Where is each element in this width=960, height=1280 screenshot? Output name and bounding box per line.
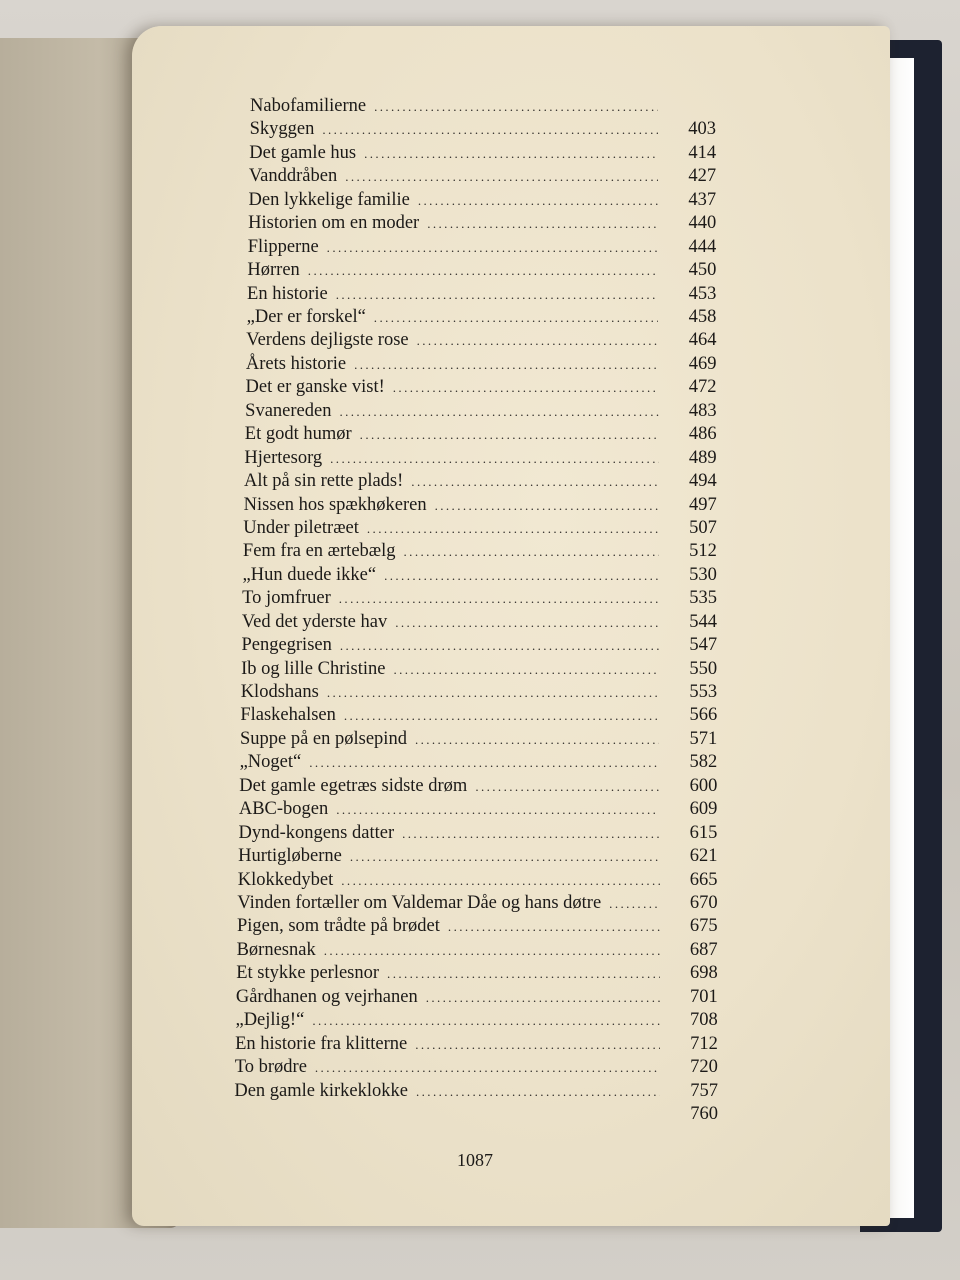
toc-entry [244,448,716,471]
toc-entry [244,471,717,494]
toc-entry-page: 507 [689,517,717,538]
dot-leader [339,404,658,420]
toc-entry-title: Klokkedybet [237,869,334,890]
toc-entry-page: 708 [690,1010,718,1031]
toc-entry-title: Hørren [247,260,300,281]
toc-entry-title: Suppe på en pølsepind [239,728,407,749]
toc-entry [239,799,718,822]
toc-entry [235,1057,718,1080]
dot-leader [327,685,659,701]
toc-entry [237,893,717,916]
toc-entry-page: 675 [689,916,718,937]
toc-entry-page: 615 [689,822,718,843]
toc-entry [240,705,717,728]
toc-entry [239,776,717,799]
toc-entry-page: 530 [689,564,717,585]
toc-entry-title: Flipperne [247,236,319,257]
dot-leader [327,240,659,256]
toc-entry-title: Den gamle kirkeklokke [234,1080,408,1101]
toc-entry-title: Pigen, som trådte på brødet [236,916,440,937]
toc-entry-page: 687 [689,939,718,960]
dot-leader [418,193,658,209]
toc-entry [238,846,717,869]
toc-entry-page: 600 [689,775,718,796]
toc-entry-page: 712 [690,1033,718,1054]
toc-entry-title: En historie [247,283,328,304]
dot-leader [344,708,659,724]
dot-leader [341,873,659,889]
toc-entry-title: Klodshans [240,682,319,703]
dot-leader [393,380,659,396]
toc-entry [249,190,717,213]
toc-entry-page: 566 [689,705,718,726]
toc-entry-page: 494 [688,471,717,492]
toc-entry-page: 757 [690,1080,718,1101]
book-page [132,26,890,1226]
toc-entry-title: Et godt humør [244,424,352,445]
dot-leader [315,1060,660,1076]
toc-entry [241,635,717,658]
dot-leader [415,732,659,748]
toc-entry-title: Fem fra en ærtebælg [242,541,396,562]
dot-leader [354,357,658,373]
toc-entry [241,682,717,705]
toc-entry-page: 414 [688,142,717,163]
toc-entry [246,377,717,400]
toc-entry-page: 450 [688,260,717,281]
toc-entry-page: 440 [688,213,717,234]
toc-entry-title: Ib og lille Christine [241,658,386,679]
dot-leader [367,521,659,537]
dot-leader [330,451,659,467]
toc-entry-title: „Hun duede ikke“ [242,564,377,585]
toc-entry-title: Det gamle egetræs sidste drøm [239,775,468,796]
toc-entry-page: 571 [689,728,718,749]
toc-entry-page: 720 [690,1057,718,1078]
dot-leader [395,615,659,631]
toc-entry-page: 512 [689,541,717,562]
toc-entry [238,823,717,846]
toc-entry [247,307,717,330]
toc-entry-title: Historien om en moder [248,213,420,234]
toc-entry [241,659,717,682]
toc-entry-title: Gårdhanen og vejrhanen [235,986,418,1007]
dot-leader [324,943,660,959]
toc-entry-title: To jomfruer [242,588,331,609]
toc-entry-title: Skyggen [249,119,315,140]
toc-entry-page: 582 [689,752,718,773]
toc-entry-title: Svanereden [245,400,332,421]
toc-entry [236,987,718,1010]
toc-entry-title: Det er ganske vist! [245,377,385,398]
toc-entry-page: 760 [690,1104,718,1124]
toc-entry-title: Årets historie [245,353,347,374]
toc-entry-page: 544 [689,611,718,632]
dot-leader [309,755,659,771]
toc-entry [246,330,716,353]
toc-entry [245,424,717,447]
toc-entry-title: Vanddråben [248,166,338,187]
dot-leader [374,99,658,115]
toc-entry-title: ABC-bogen [238,799,329,820]
toc-entry-title: Ved det yderste hav [241,611,388,632]
dot-leader [308,263,659,279]
toc-entry [245,401,716,424]
toc-entry-title: Hurtigløberne [238,846,342,867]
toc-entry [234,1104,718,1127]
dot-leader [336,802,659,818]
dot-leader [417,333,659,349]
toc-entry-page: 550 [689,658,718,679]
toc-entry-title: „Dejlig!“ [235,1010,305,1031]
toc-entry [247,260,716,283]
dot-leader [448,919,660,935]
dot-leader [415,1037,660,1053]
toc-entry-page: 489 [688,447,717,468]
toc-entry [246,354,717,377]
dot-leader [426,990,660,1006]
toc-entry [242,588,717,611]
dot-leader [339,591,659,607]
toc-entry-page: 698 [689,963,718,984]
toc-entry-page: 701 [690,986,718,1007]
toc-entry-title: To brødre [234,1057,307,1078]
toc-entry-title: Hjertesorg [244,447,323,468]
toc-entry [238,870,718,893]
dot-leader [322,122,658,138]
toc-entry-page: 553 [689,682,718,703]
dot-leader [402,826,659,842]
toc-entry-title: Nissen hos spækhøkeren [243,494,427,515]
dot-leader [393,662,659,678]
dot-leader [345,169,658,185]
toc-entry [248,237,717,260]
dot-leader [387,966,660,982]
dot-leader [374,310,659,326]
dot-leader [404,544,659,560]
toc-entry [249,166,716,189]
toc-entry [244,495,717,518]
toc-entry-title: En historie fra klitterne [235,1033,408,1054]
toc-entry-title: Under piletræet [243,517,359,538]
dot-leader [350,849,660,865]
toc-entry-page: 547 [689,635,718,656]
toc-entry-page: 472 [688,377,717,398]
dot-leader [340,638,659,654]
toc-entry [240,729,717,752]
toc-entry [249,143,716,166]
dot-leader [475,779,659,795]
dot-leader [336,287,659,303]
toc-entry-page: 458 [688,306,717,327]
toc-entry [237,916,718,939]
toc-entry-page: 665 [689,869,718,890]
toc-entry [243,541,717,564]
dot-leader [411,474,658,490]
toc-entry-title: Den lykkelige familie [248,189,410,210]
toc-entry-page: 437 [688,189,717,210]
toc-entry-title: „Noget“ [239,752,302,773]
toc-entry-title: Pengegrisen [241,635,332,656]
dot-leader [384,568,659,584]
toc-entry-page: 427 [688,166,717,187]
toc-entry-title: Verdens dejligste rose [246,330,409,351]
toc-entry-page: 621 [689,846,718,867]
toc-entry-title: Et stykke perlesnor [236,963,380,984]
toc-entry [250,119,716,142]
toc-entry-title: „Der er forskel“ [246,306,366,327]
toc-entry [235,1034,718,1057]
toc-entry-title: Børnesnak [236,939,316,960]
toc-entry [247,284,716,307]
toc-entry-page: 486 [688,424,717,445]
toc-entry [243,518,717,541]
dot-leader [435,498,659,514]
toc-entry [248,213,716,236]
toc-entry [240,752,718,775]
toc-entry [235,1010,717,1033]
dot-leader [416,1084,660,1100]
toc-entry [242,612,717,635]
toc-entry-page: 497 [689,494,717,515]
page-number: 1087 [457,1150,493,1170]
toc-entry-title: Det gamle hus [249,142,357,163]
toc-entry-title: Dynd-kongens datter [238,822,395,843]
dot-leader [364,146,658,162]
toc-entry [250,96,716,119]
toc-entry-page: 469 [688,353,717,374]
toc-entry-page: 464 [688,330,717,351]
dot-leader [360,427,659,443]
dot-leader [312,1013,659,1029]
toc-entry-title: Flaskehalsen [240,705,336,726]
toc-entry-page: 444 [688,236,717,257]
toc-entry-page: 403 [688,119,717,140]
toc-entry-title: Nabofamilierne [250,96,367,116]
toc-entry-title: Alt på sin rette plads! [244,471,404,492]
toc-entry [236,963,717,986]
toc-entry-page: 535 [689,588,717,609]
toc-entry-title: Vinden fortæller om Valdemar Dåe og hans døtre [237,893,602,914]
toc-entry [234,1081,718,1104]
toc-entry [243,565,717,588]
toc-entry-page: 670 [689,893,718,914]
table-of-contents [132,26,890,1226]
toc-entry-page: 483 [688,400,717,421]
dot-leader [427,216,658,232]
toc-entry [237,940,718,963]
dot-leader [609,896,659,912]
toc-entry-page: 609 [689,799,718,820]
toc-entry-page: 453 [688,283,717,304]
